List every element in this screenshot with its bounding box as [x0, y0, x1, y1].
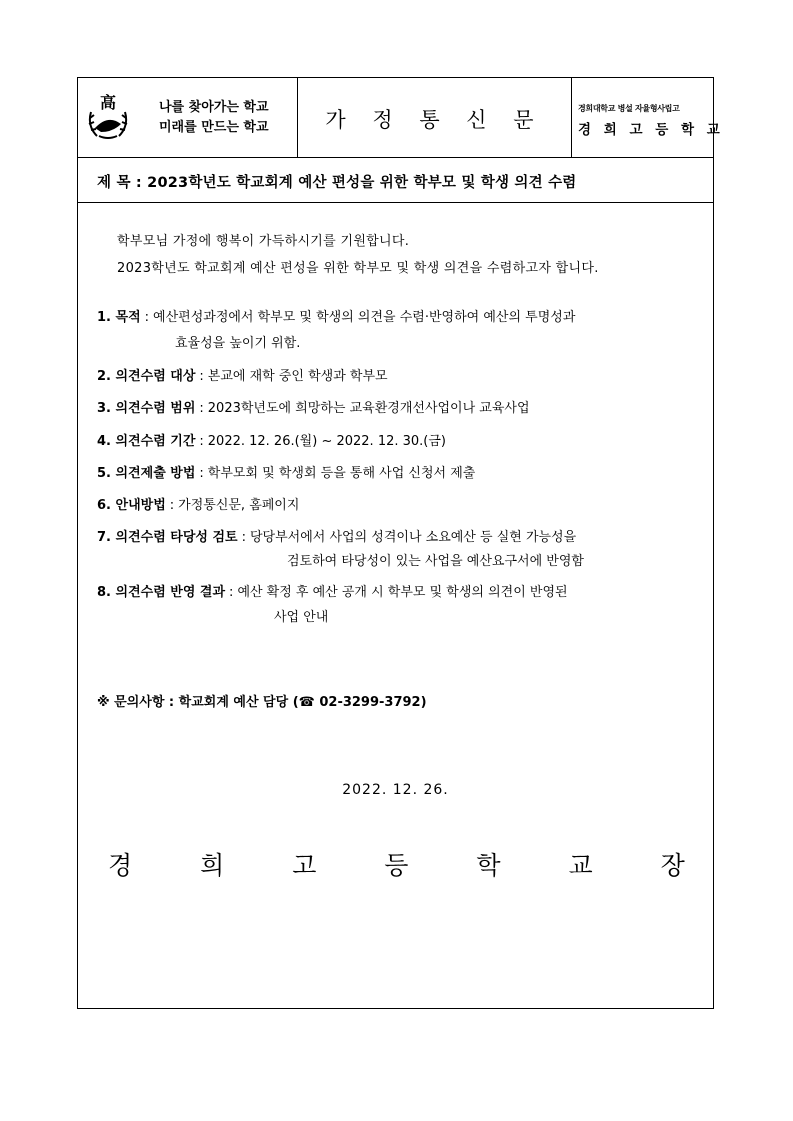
svg-text:高: 高: [99, 93, 117, 112]
subject-row: [78, 158, 713, 203]
school-name: 경 희 고 등 학 교: [578, 122, 724, 138]
motto-line-2: 미래를 만드는 학교: [159, 120, 269, 135]
item-3: 3. 의견수렴 범위 : 2023학년도에 희망하는 교육환경개선사업이나 교육사업: [97, 401, 530, 416]
subject-title: 제 목 : 2023학년도 학교회계 예산 편성을 위한 학부모 및 학생 의견 수렴: [97, 175, 577, 191]
item-1: 1. 목적 : 예산편성과정에서 학부모 및 학생의 의견을 수렴·반영하여 예산의 투명성과: [97, 310, 576, 325]
header-center-cell: [298, 78, 572, 157]
item-4: 4. 의견수렴 기간 : 2022. 12. 26.(월) ~ 2022. 12. 30.(금): [97, 434, 447, 449]
newsletter-title: 가 정 통 신 문: [325, 108, 544, 132]
school-affiliation: 경희대학교 병설 자율형사립고: [578, 104, 680, 113]
issue-date: 2022. 12. 26.: [342, 782, 449, 798]
item-8: 8. 의견수렴 반영 결과 : 예산 확정 후 예산 공개 시 학부모 및 학생의 의견이 반영된: [97, 585, 568, 600]
school-emblem-icon: [85, 92, 131, 142]
notice-frame: [77, 77, 724, 1009]
item-8-cont: 사업 안내: [274, 610, 329, 625]
greeting-line-2: 2023학년도 학교회계 예산 편성을 위한 학부모 및 학생 의견을 수렴하고자 합니다.: [117, 261, 599, 276]
header-row: [78, 78, 724, 158]
item-5: 5. 의견제출 방법 : 학부모회 및 학생회 등을 통해 사업 신청서 제출: [97, 466, 476, 481]
item-7: 7. 의견수렴 타당성 검토 : 당당부서에서 사업의 성격이나 소요예산 등 실현 가능성을: [97, 530, 577, 545]
motto-line-1: 나를 찾아가는 학교: [159, 100, 269, 115]
greeting-line-1: 학부모님 가정에 행복이 가득하시기를 기원합니다.: [117, 234, 410, 249]
item-7-cont: 검토하여 타당성이 있는 사업을 예산요구서에 반영함: [287, 554, 584, 569]
item-6: 6. 안내방법 : 가정통신문, 홈페이지: [97, 498, 300, 513]
item-2: 2. 의견수렴 대상 : 본교에 재학 중인 학생과 학부모: [97, 369, 388, 384]
school-motto: [159, 98, 269, 138]
header-right-cell: [572, 78, 724, 157]
header-left-cell: [78, 78, 298, 157]
principal-signature: 경 희 고 등 학 교 장: [108, 851, 715, 880]
contact-info: ※ 문의사항 : 학교회계 예산 담당 (☎ 02-3299-3792): [97, 695, 427, 710]
item-1-cont: 효율성을 높이기 위함.: [175, 336, 301, 351]
